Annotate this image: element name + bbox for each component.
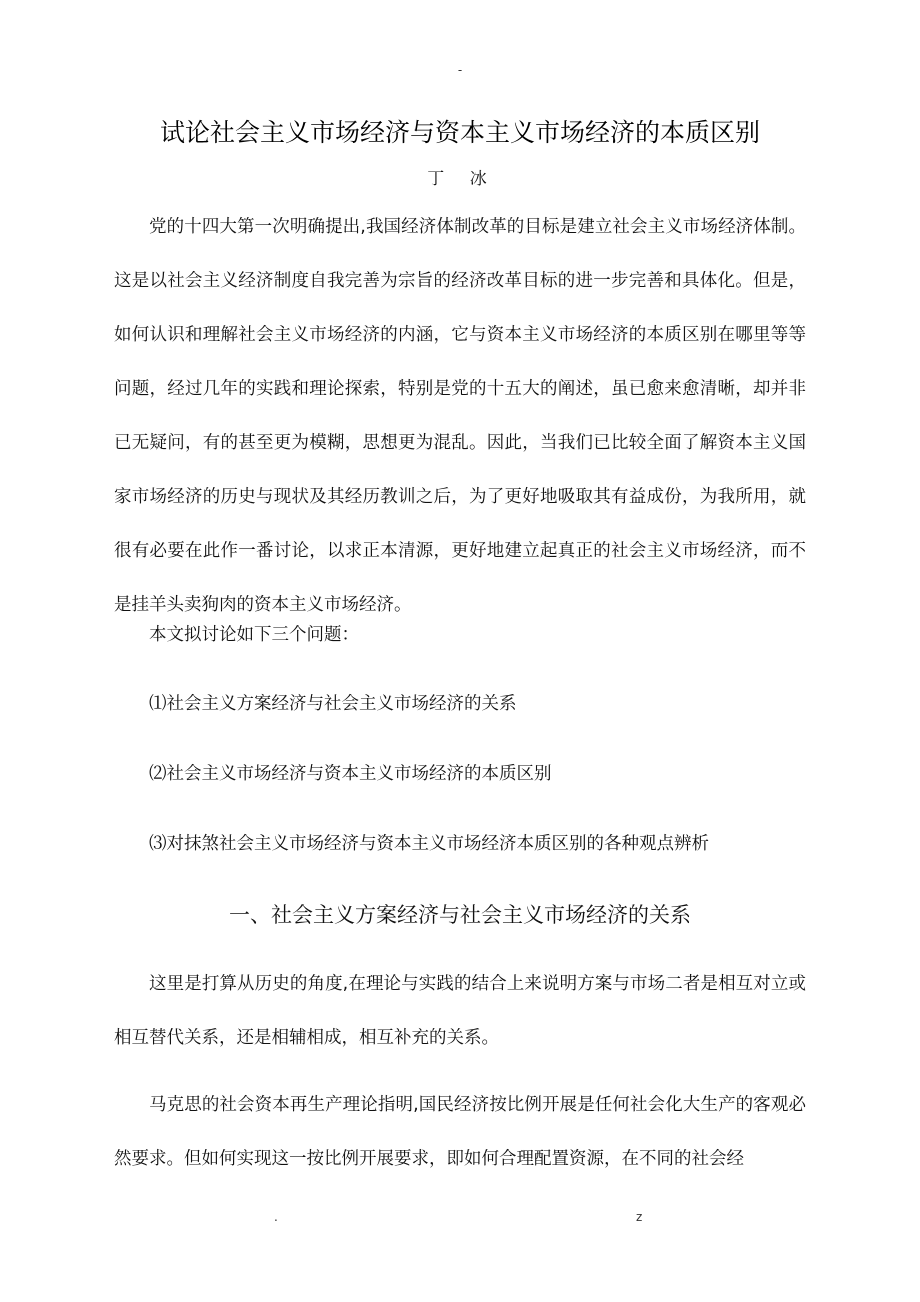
page-footer-left-mark: . bbox=[274, 1210, 278, 1224]
page-header-mark: - bbox=[457, 63, 463, 77]
question-item-3: ⑶对抹煞社会主义市场经济与资本主义市场经济本质区别的各种观点辨析 bbox=[149, 834, 709, 854]
question-item-2: ⑵社会主义市场经济与资本主义市场经济的本质区别 bbox=[149, 764, 552, 784]
page-footer-right-mark: z bbox=[636, 1210, 643, 1224]
question-item-1: ⑴社会主义方案经济与社会主义市场经济的关系 bbox=[149, 694, 517, 714]
intro-paragraph: 党的十四大第一次明确提出,我国经济体制改革的目标是建立社会主义市场经济体制。这是以社会主义经济制度自我完善为宗旨的经济改革目标的进一步完善和具体化。但是，如何认识和理解社会主义市场经济的内涵，它与资本主义市场经济的本质区别在哪里等等问题，经过几年的实践和理论探索，特别是党的十五大的阐述，虽已愈来愈清晰，却并非已无疑问，有的甚至更为模糊，思想更为混乱。因此，当我们已比较全面了解资本主义国家市场经济的历史与现状及其经历教训之后，为了更好地吸取其有益成份，为我所用，就很有必要在此作一番讨论，以求正本清源，更好地建立起真正的社会主义市场经济，而不是挂羊头卖狗肉的资本主义市场经济。 bbox=[114, 217, 806, 615]
section-paragraph-1: 这里是打算从历史的角度,在理论与实践的结合上来说明方案与市场二者是相互对立或相互替代关系，还是相辅相成，相互补充的关系。 bbox=[114, 974, 806, 1048]
section-heading-1: 一、社会主义方案经济与社会主义市场经济的关系 bbox=[229, 903, 691, 927]
document-title: 试论社会主义市场经济与资本主义市场经济的本质区别 bbox=[159, 118, 760, 147]
questions-intro-paragraph: 本文拟讨论如下三个问题： bbox=[149, 625, 359, 645]
author-name: 丁 冰 bbox=[427, 169, 493, 189]
section-paragraph-2: 马克思的社会资本再生产理论指明,国民经济按比例开展是任何社会化大生产的客观必然要求。但如何实现这一按比例开展要求，即如何合理配置资源，在不同的社会经 bbox=[114, 1095, 806, 1169]
